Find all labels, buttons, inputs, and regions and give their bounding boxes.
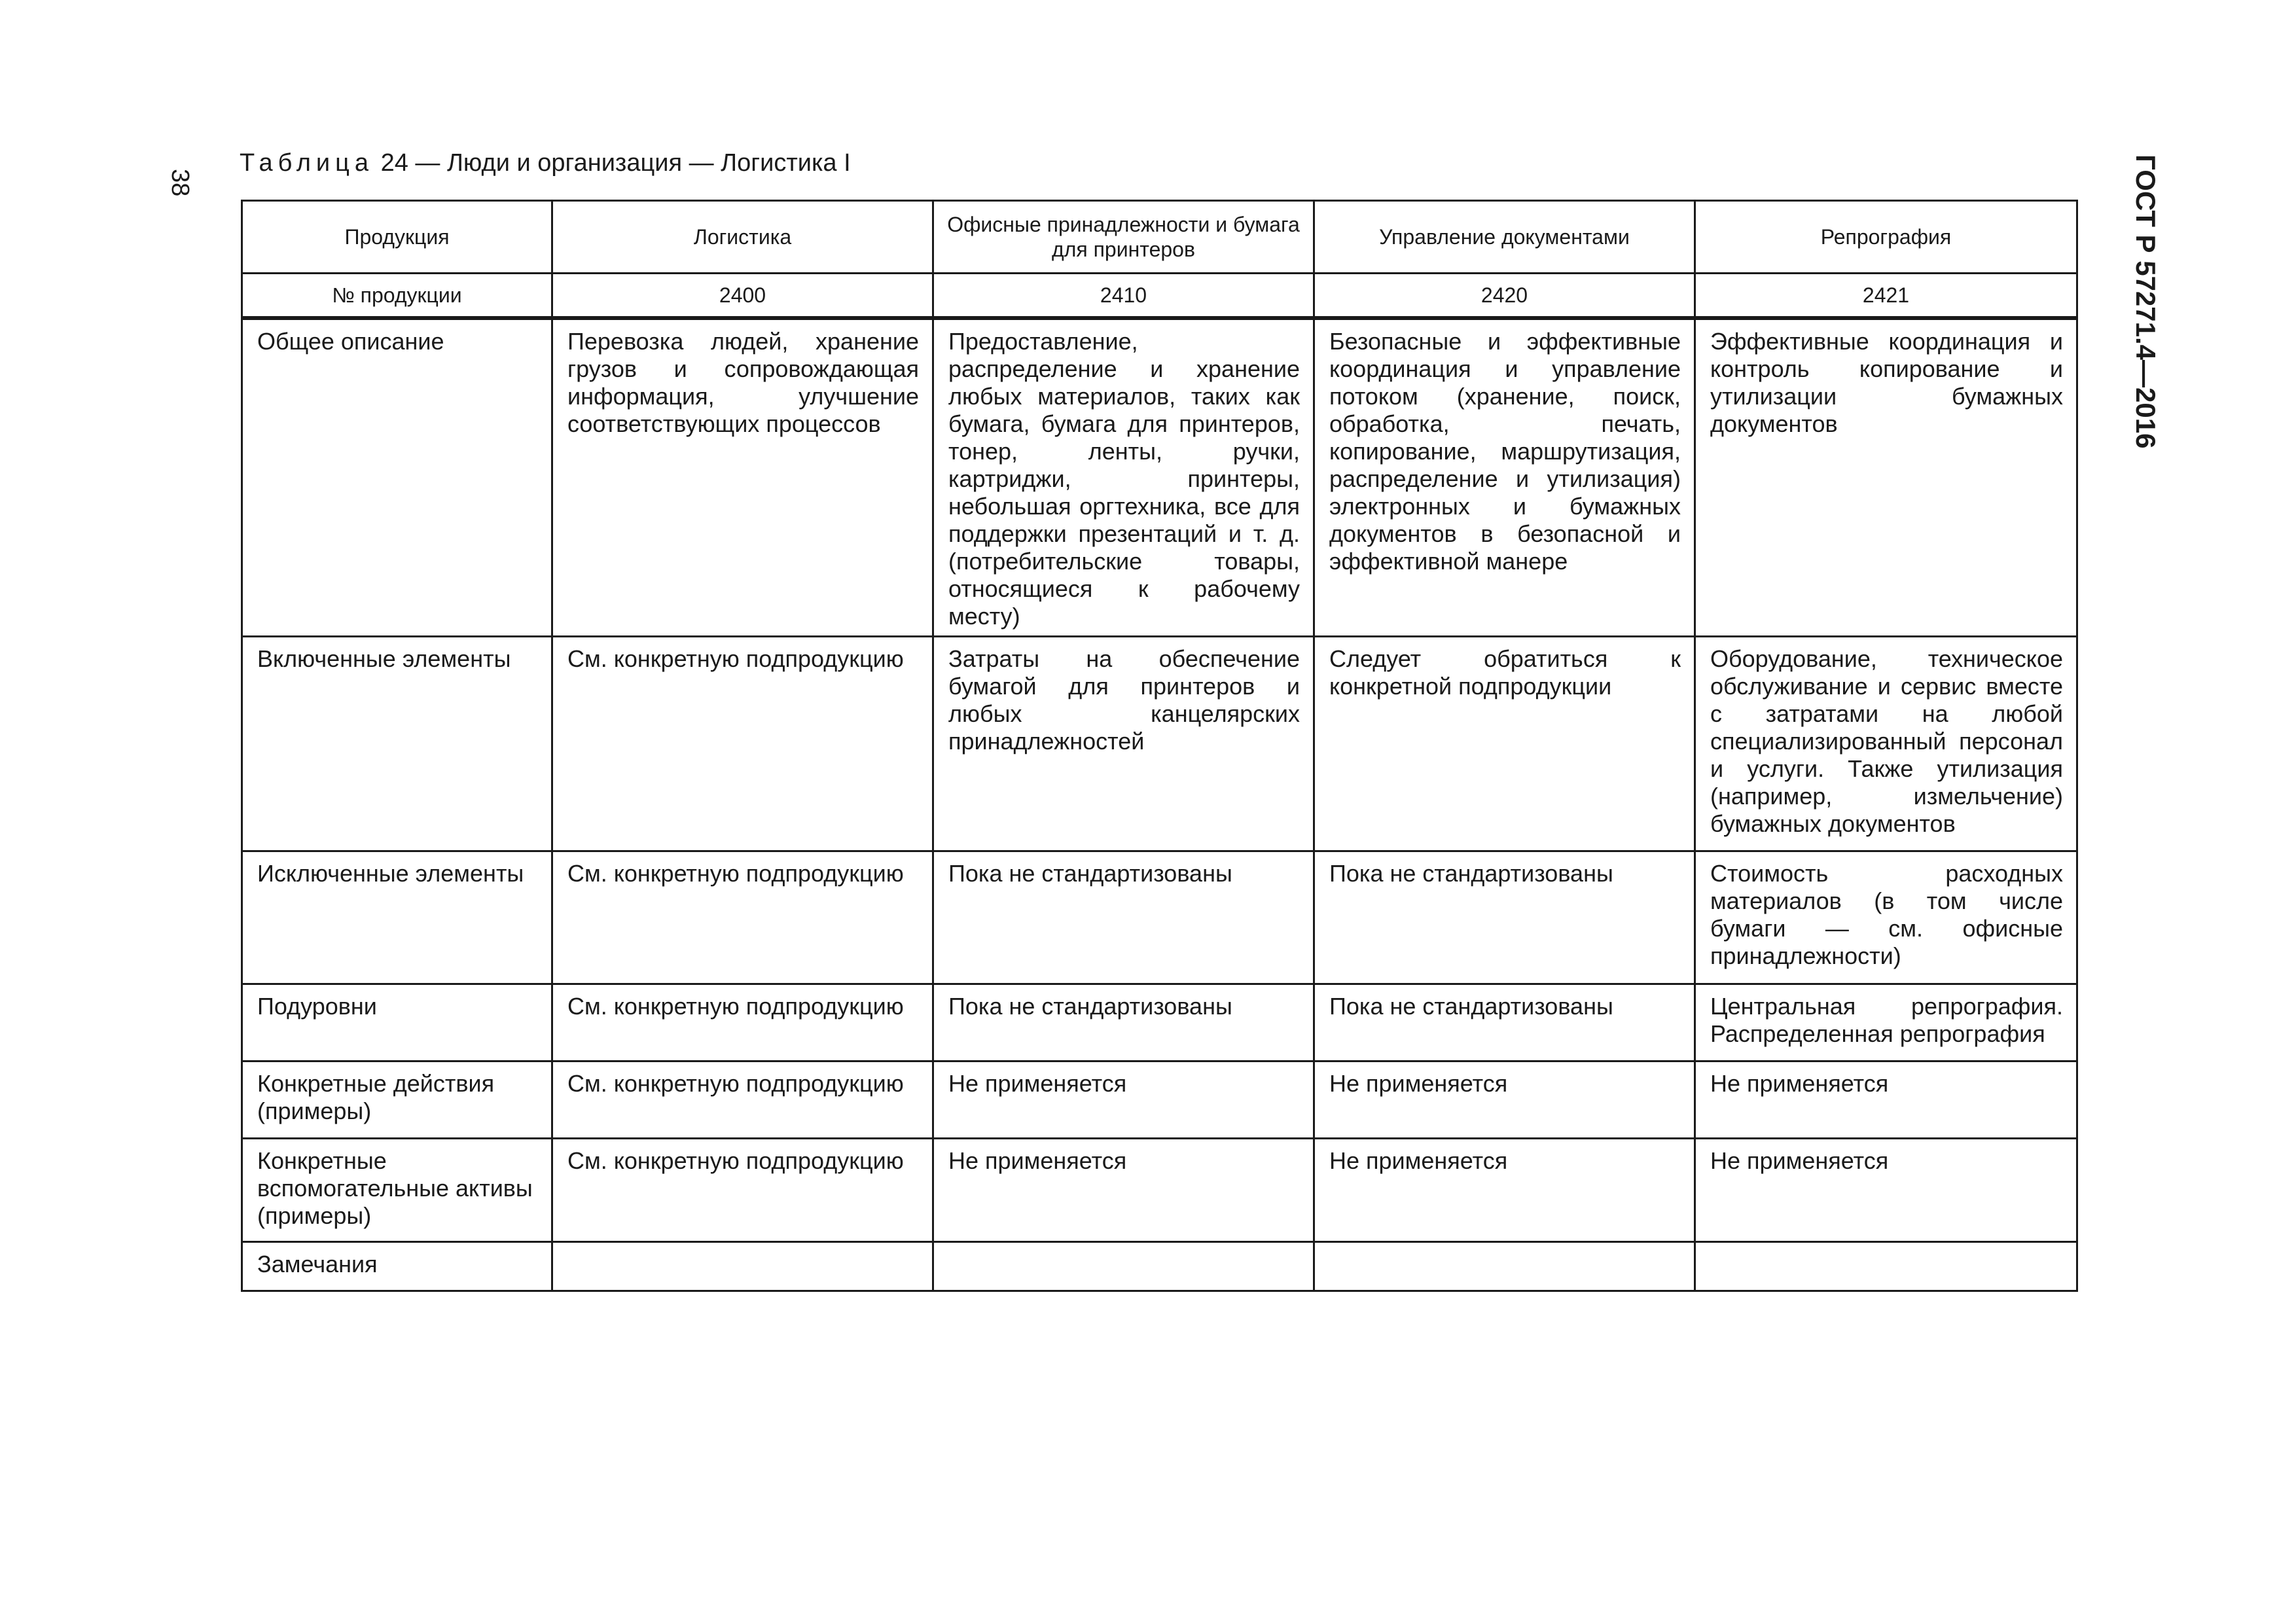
product-number-row: [242, 274, 2077, 319]
table-caption-text: 24 — Люди и организация — Логистика I: [380, 149, 851, 177]
table-cell: [933, 1242, 1314, 1291]
table-row: [242, 984, 2077, 1061]
page-number: 38: [166, 169, 194, 197]
table-row: [242, 1061, 2077, 1139]
table-cell: Оборудование, техническое обслуживание и сервис вместе с затратами на любой специализированный персонал и услуги. Также утилизация (например, измельчение) бумажных документов: [1695, 637, 2077, 851]
table-row: [242, 637, 2077, 851]
table-row: [242, 851, 2077, 984]
header-cell-document-management: Управление документами: [1314, 201, 1695, 274]
table-cell: См. конкретную подпродукцию: [552, 851, 933, 984]
table-cell: Эффективные координация и контроль копирование и утилизации бумажных документов: [1695, 318, 2077, 637]
product-number-cell: 2421: [1695, 274, 2077, 319]
table-cell: Не применяется: [933, 1061, 1314, 1139]
table-cell: Следует обратиться к конкретной подпродукции: [1314, 637, 1695, 851]
table-cell: Не применяется: [1695, 1139, 2077, 1242]
table-cell: Стоимость расходных материалов (в том числе бумаги — см. офисные принадлежности): [1695, 851, 2077, 984]
table-header-row: [242, 201, 2077, 274]
row-label: Замечания: [242, 1242, 552, 1291]
table-cell: Перевозка людей, хранение грузов и сопровождающая информация, улучшение соответствующих процессов: [552, 318, 933, 637]
row-label: Конкретные вспомогательные активы (примеры): [242, 1139, 552, 1242]
table-row: [242, 318, 2077, 637]
table-cell: См. конкретную подпродукцию: [552, 1061, 933, 1139]
table-cell: Центральная репрография. Распределенная репрография: [1695, 984, 2077, 1061]
table-caption: [240, 149, 851, 177]
table-cell: Предоставление, распределение и хранение любых материалов, таких как бумага, бумага для принтеров, тонер, ленты, ручки, картриджи, принтеры, небольшая оргтехника, все для поддержки презентаций и т. д. (потребительские товары, относящиеся к рабочему месту): [933, 318, 1314, 637]
header-cell-office-supplies: Офисные принадлежности и бумага для принтеров: [933, 201, 1314, 274]
row-label: Подуровни: [242, 984, 552, 1061]
header-cell-logistics: Логистика: [552, 201, 933, 274]
table-cell: Не применяется: [933, 1139, 1314, 1242]
table-cell: Безопасные и эффективные координация и управление потоком (хранение, поиск, обработка, печать, копирование, маршрутизация, распределение и утилизация) электронных и бумажных документов в безопасной и эффективной манере: [1314, 318, 1695, 637]
product-number-label: № продукции: [242, 274, 552, 319]
table-cell: [1314, 1242, 1695, 1291]
table-cell: См. конкретную подпродукцию: [552, 984, 933, 1061]
table-cell: См. конкретную подпродукцию: [552, 1139, 933, 1242]
row-label: Исключенные элементы: [242, 851, 552, 984]
product-number-cell: 2400: [552, 274, 933, 319]
table-cell: Пока не стандартизованы: [933, 984, 1314, 1061]
product-number-cell: 2410: [933, 274, 1314, 319]
row-label: Конкретные действия (примеры): [242, 1061, 552, 1139]
row-label: Включенные элементы: [242, 637, 552, 851]
table-cell: Затраты на обеспечение бумагой для принтеров и любых канцелярских принадлежностей: [933, 637, 1314, 851]
standard-code: ГОСТ Р 57271.4—2016: [2130, 154, 2161, 449]
table-cell: Пока не стандартизованы: [1314, 984, 1695, 1061]
product-number-cell: 2420: [1314, 274, 1695, 319]
table-cell: Не применяется: [1695, 1061, 2077, 1139]
logistics-table: [241, 200, 2078, 1292]
table-cell: Пока не стандартизованы: [933, 851, 1314, 984]
table-cell: Не применяется: [1314, 1139, 1695, 1242]
table-cell: [552, 1242, 933, 1291]
header-cell-product: Продукция: [242, 201, 552, 274]
row-label: Общее описание: [242, 318, 552, 637]
table-cell: Не применяется: [1314, 1061, 1695, 1139]
table-cell: [1695, 1242, 2077, 1291]
table-cell: См. конкретную подпродукцию: [552, 637, 933, 851]
table-cell: Пока не стандартизованы: [1314, 851, 1695, 984]
table-caption-word: Таблица: [240, 149, 374, 177]
header-cell-reprography: Репрография: [1695, 201, 2077, 274]
table-row: [242, 1242, 2077, 1291]
table-row: [242, 1139, 2077, 1242]
